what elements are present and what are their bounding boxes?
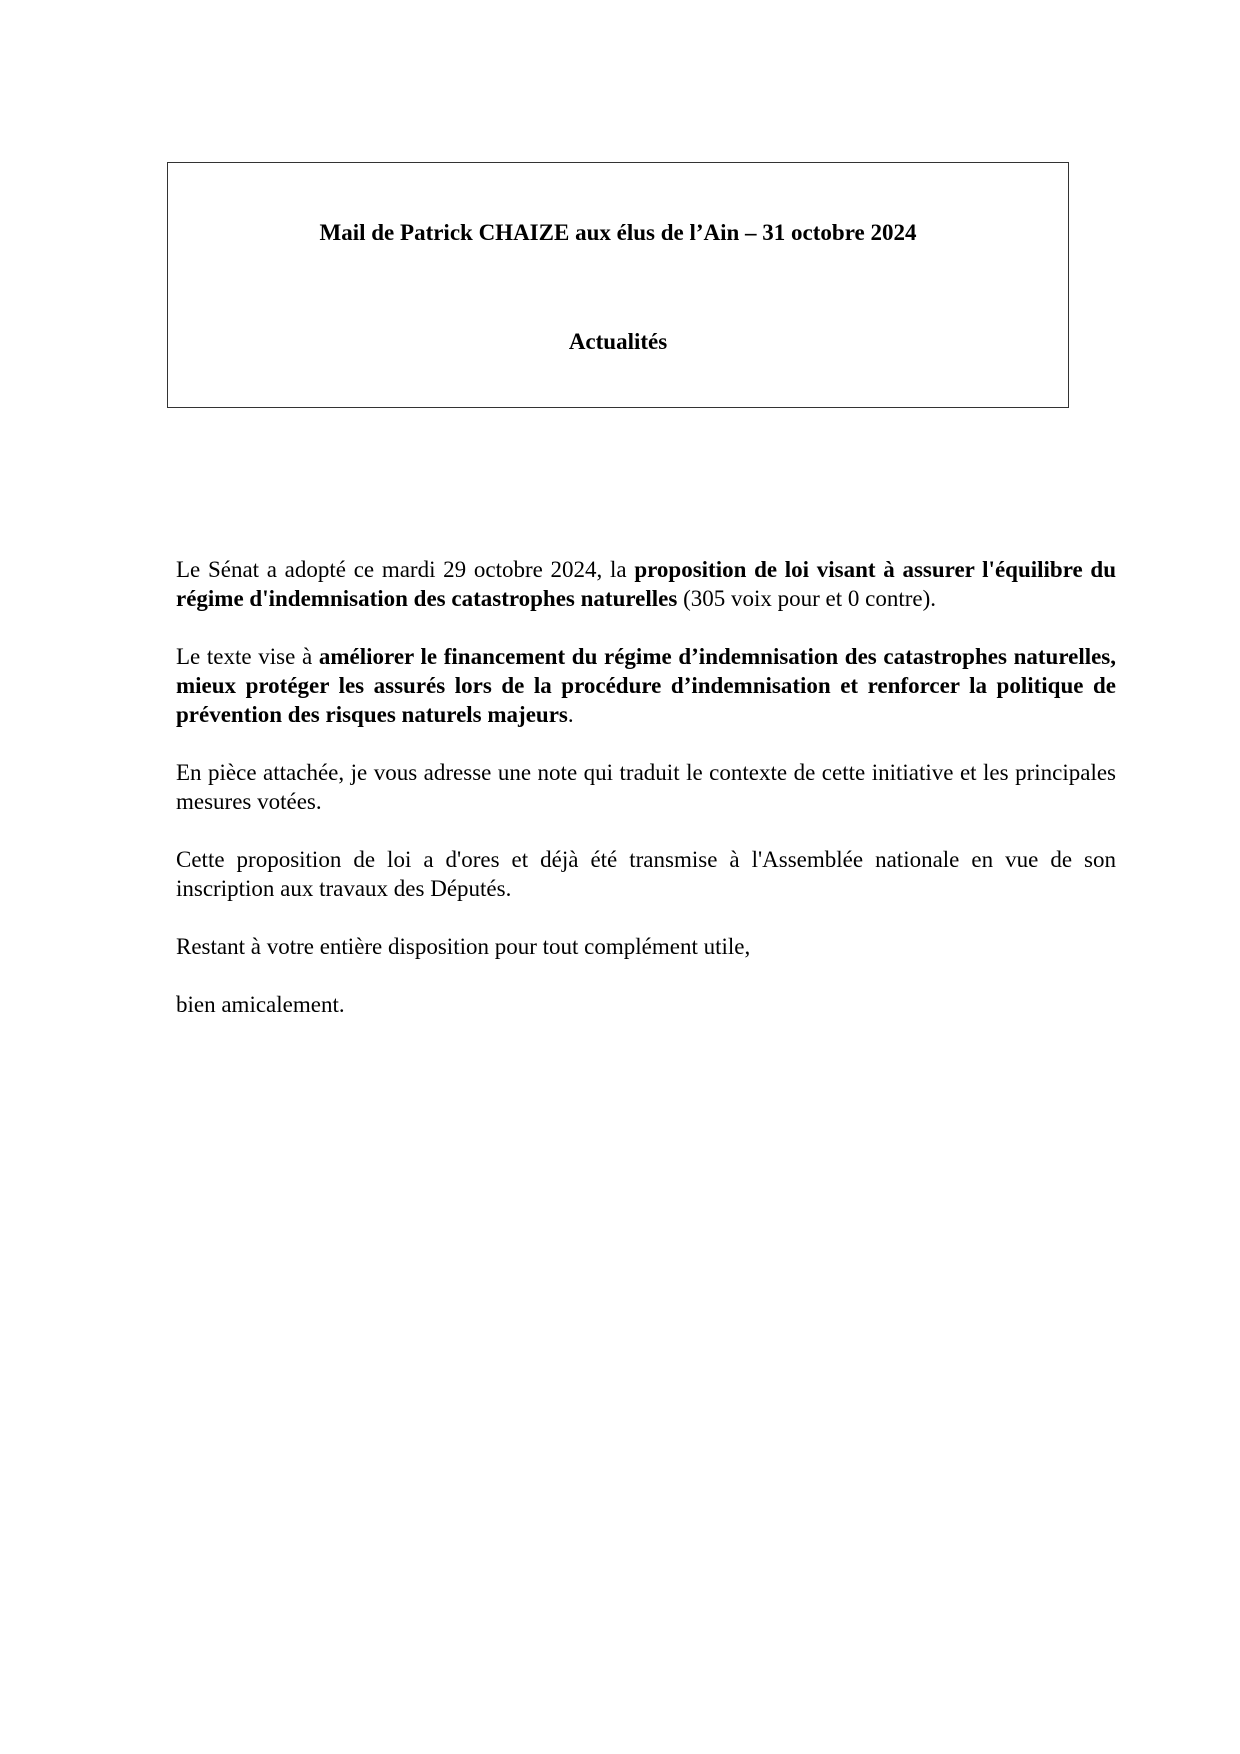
message-body <box>176 555 1116 1048</box>
paragraph-bold-text: améliorer le financement du régime d’indemnisation des catastrophes naturelles, mieux protéger les assurés lors de la procédure d’indemnisation et renforcer la politique de prévention des risques naturels majeurs <box>176 644 1117 727</box>
paragraph-text: Le Sénat a adopté ce mardi 29 octobre 2024, la <box>176 557 635 582</box>
paragraph-senate-adoption <box>176 555 1116 613</box>
paragraph-text: . <box>567 702 574 727</box>
document-subtitle: Actualités <box>568 329 668 354</box>
paragraph-transmission: Cette proposition de loi a d'ores et déjà été transmise à l'Assemblée nationale en vue de son inscription aux travaux des Députés. <box>176 847 1116 901</box>
paragraph-text-aims <box>176 642 1116 729</box>
paragraph-bold-text: proposition de loi visant à assurer l'équilibre du régime d'indemnisation des catastrophes naturelles <box>176 557 1116 611</box>
header-box <box>167 162 1069 408</box>
paragraph-signoff: bien amicalement. <box>176 992 345 1017</box>
document-title: Mail de Patrick CHAIZE aux élus de l’Ain – 31 octobre 2024 <box>319 220 917 245</box>
paragraph-closing: Restant à votre entière disposition pour tout complément utile, <box>176 934 751 959</box>
paragraph-attachment: En pièce attachée, je vous adresse une note qui traduit le contexte de cette initiative et les principales mesures votées. <box>176 760 1116 814</box>
paragraph-text: Le texte vise à <box>176 644 319 669</box>
paragraph-text: (305 voix pour et 0 contre). <box>677 586 937 611</box>
